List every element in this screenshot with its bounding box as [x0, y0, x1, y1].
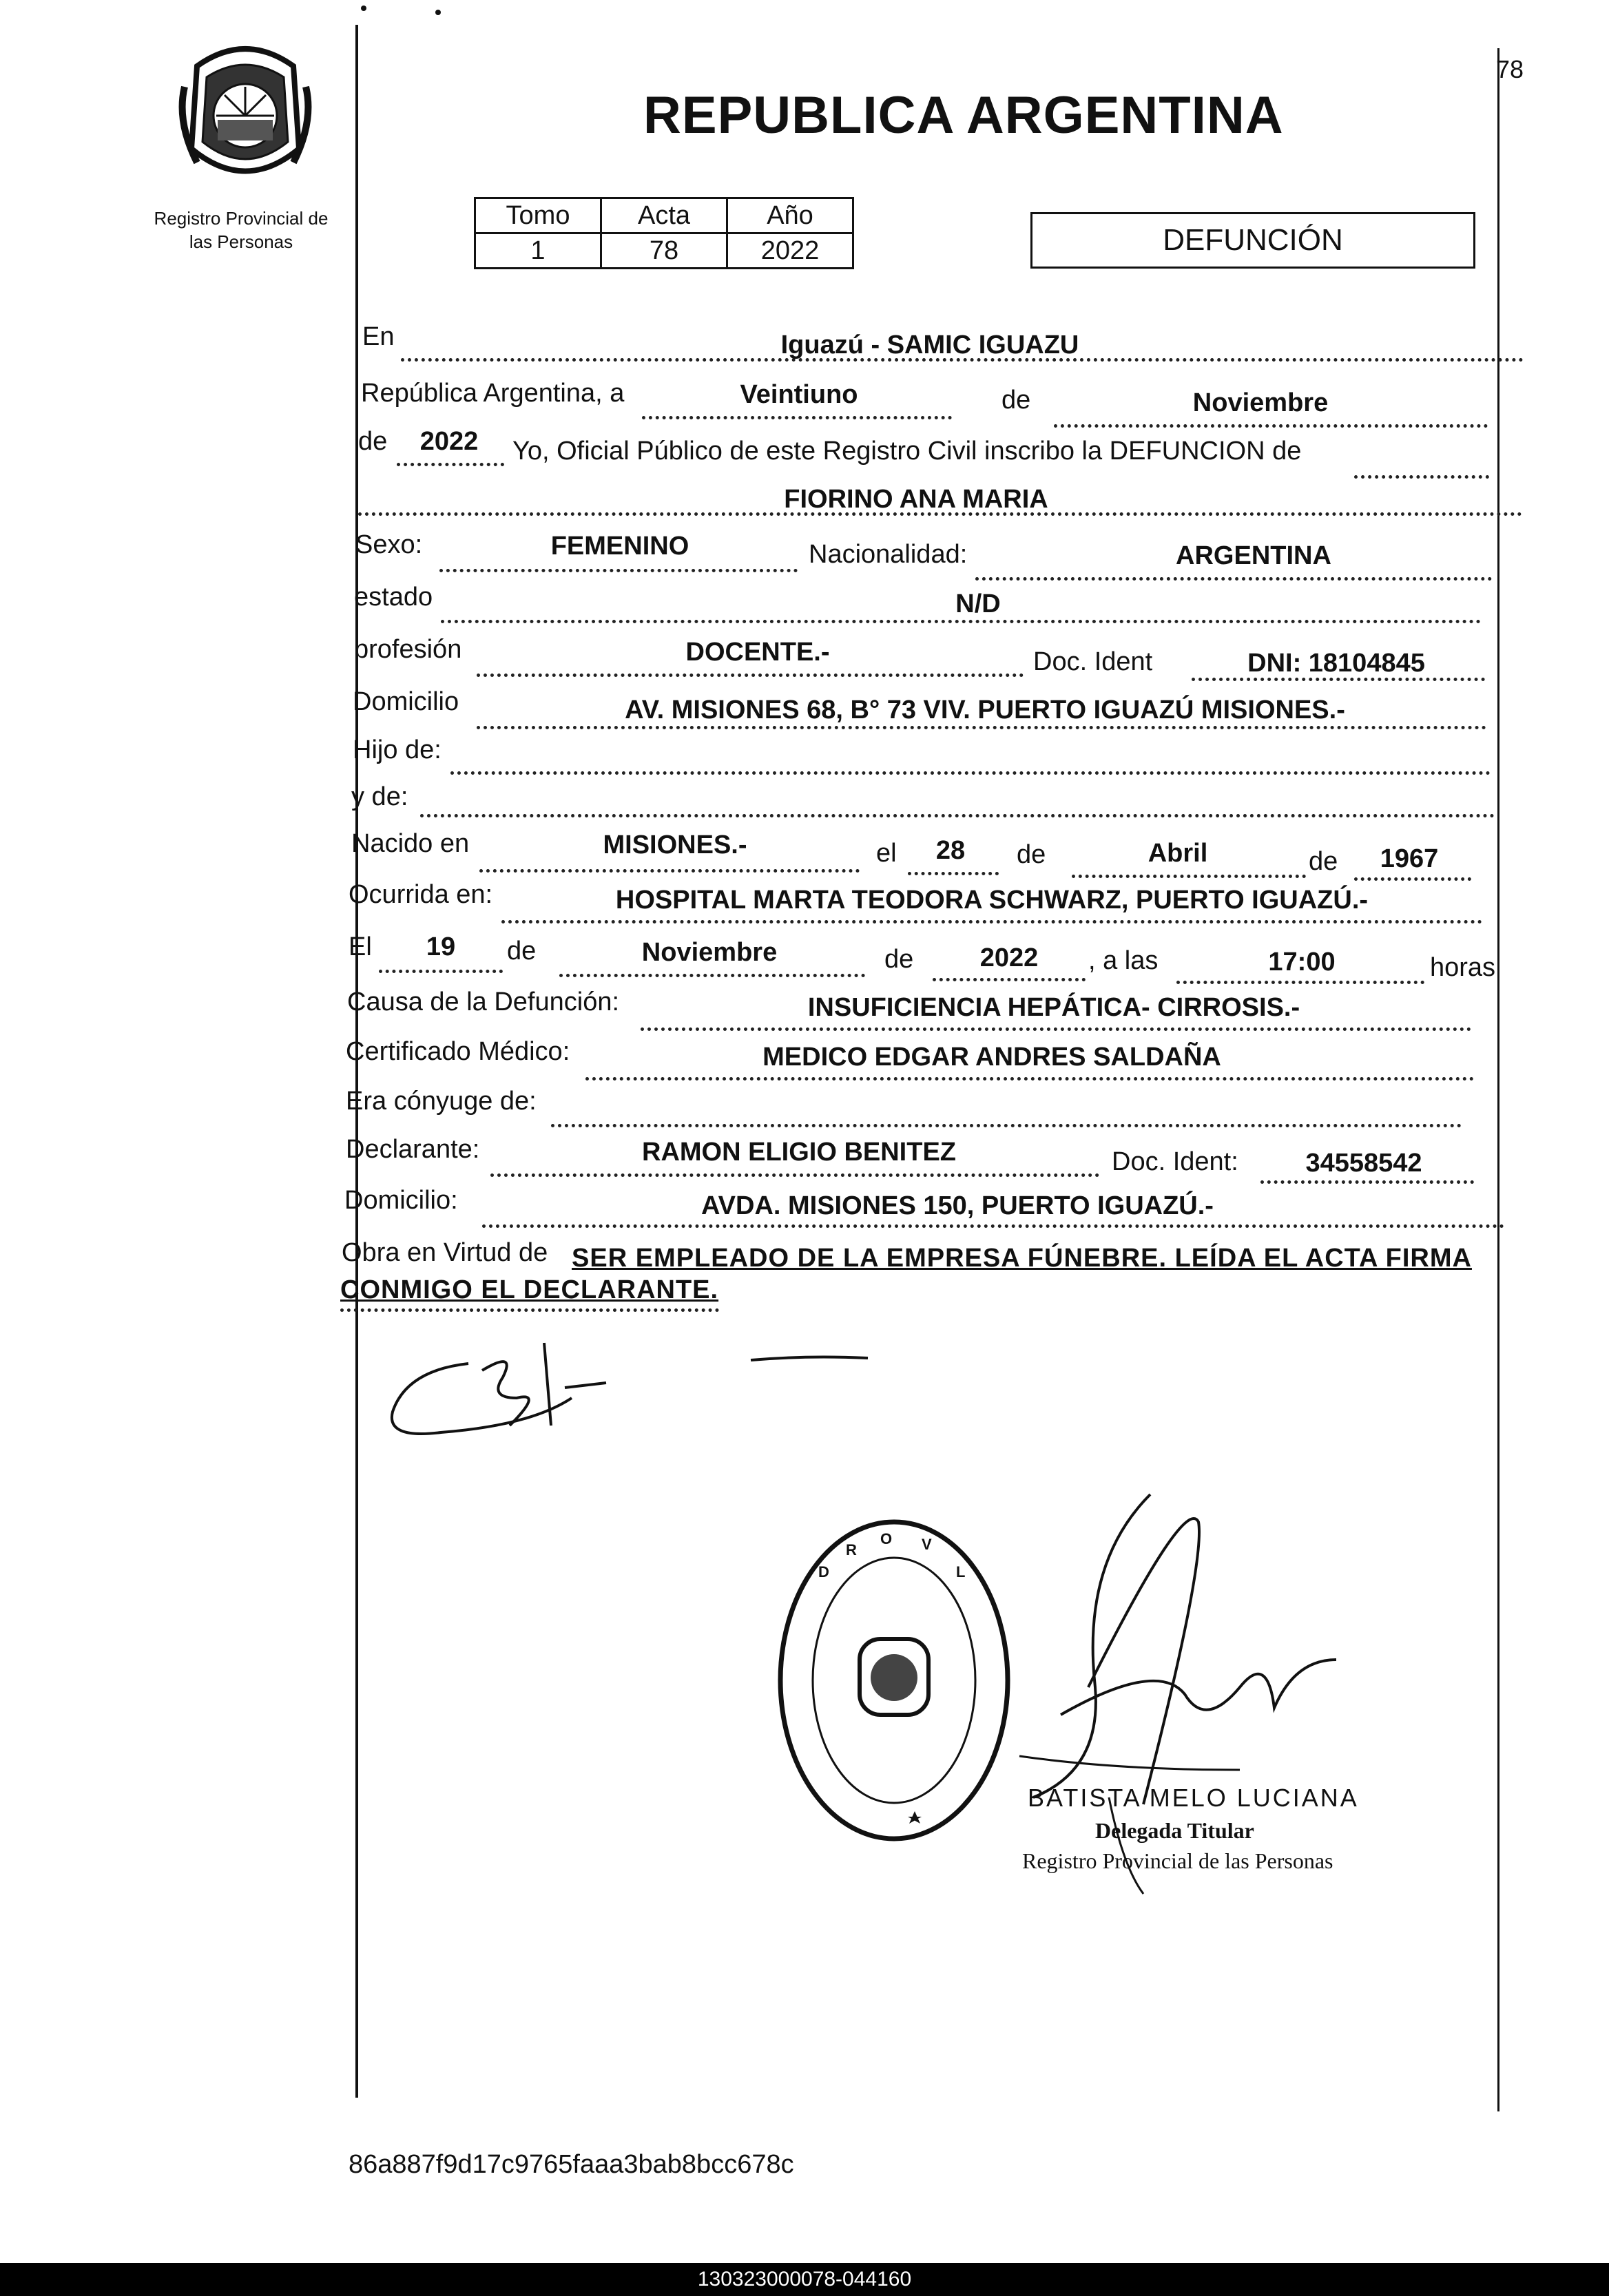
document-hash: 86a887f9d17c9765faaa3bab8bcc678c [349, 2150, 794, 2179]
dotted-line [1072, 875, 1306, 878]
svg-text:L: L [956, 1563, 966, 1580]
dotted-line [477, 674, 1024, 677]
dotted-line [501, 920, 1482, 923]
registry-name-line2: las Personas [189, 231, 293, 252]
dotted-line [397, 463, 504, 466]
label-el: el [876, 839, 897, 868]
dotted-line [1354, 877, 1471, 881]
label-conyuge: Era cónyuge de: [346, 1087, 537, 1116]
causa-value: INSUFICIENCIA HEPÁTICA- CIRROSIS.- [807, 993, 1300, 1022]
label-a-las: , a las [1088, 946, 1159, 975]
document-type: DEFUNCIÓN [1163, 223, 1343, 257]
label-domicilio: Domicilio [353, 687, 459, 716]
deceased-name: FIORINO ANA MARIA [784, 485, 1048, 514]
declarant-signature [379, 1322, 902, 1453]
dotted-line [441, 620, 1481, 623]
officer-organization: Registro Provincial de las Personas [1022, 1848, 1333, 1873]
document-title: REPUBLICA ARGENTINA [643, 86, 1284, 145]
label-ocurrida-en: Ocurrida en: [349, 880, 493, 909]
dotted-line [642, 416, 952, 419]
label-nacionalidad: Nacionalidad: [809, 540, 968, 569]
dotted-line [479, 869, 860, 873]
label-de: de [507, 937, 537, 966]
record-table [474, 197, 854, 269]
obra-value-line2: CONMIGO EL DECLARANTE. [340, 1275, 719, 1304]
place-value: Iguazú - SAMIC IGUAZU [780, 331, 1079, 359]
label-de: de [358, 427, 388, 456]
officer-signature-graphic [978, 1481, 1391, 1908]
birth-year-value: 1967 [1380, 844, 1439, 873]
barcode-bar [0, 2263, 1609, 2296]
domicilio-declarante-value: AVDA. MISIONES 150, PUERTO IGUAZÚ.- [701, 1191, 1214, 1220]
death-month-value: Noviembre [641, 938, 778, 967]
dotted-line [420, 814, 1495, 817]
label-horas: horas [1430, 953, 1496, 982]
dni-value: DNI: 18104845 [1247, 649, 1425, 678]
dotted-line [559, 974, 865, 977]
province-seal-graphic [176, 39, 314, 190]
death-day-value: 19 [426, 932, 456, 961]
record-value-acta: 78 [601, 233, 727, 269]
dotted-line [908, 872, 999, 875]
dotted-line [551, 1124, 1462, 1127]
label-el-cap: El [349, 932, 372, 961]
day-in-words: Veintiuno [740, 380, 858, 409]
record-value-ano: 2022 [727, 233, 853, 269]
month-value: Noviembre [1192, 388, 1329, 417]
label-declarante: Declarante: [346, 1135, 480, 1164]
declarante-doc-value: 34558542 [1305, 1149, 1422, 1178]
nacido-en-value: MISIONES.- [603, 831, 747, 859]
speck [361, 6, 366, 11]
dotted-line [975, 577, 1492, 581]
nacionalidad-value: ARGENTINA [1176, 541, 1331, 570]
svg-text:D: D [818, 1563, 829, 1580]
province-seal [176, 39, 314, 190]
label-de: de [1309, 847, 1338, 876]
label-certificado: Certificado Médico: [346, 1037, 570, 1066]
record-value-tomo: 1 [475, 233, 601, 269]
dotted-line [1354, 475, 1489, 479]
record-table-value-row [475, 233, 853, 269]
declarante-value: RAMON ELIGIO BENITEZ [642, 1138, 956, 1167]
svg-text:O: O [880, 1530, 893, 1547]
label-doc-ident-declarante: Doc. Ident: [1112, 1147, 1238, 1176]
estado-value: N/D [955, 589, 1001, 618]
dotted-line [585, 1077, 1474, 1081]
label-profesion: profesión [354, 635, 462, 664]
domicilio-value: AV. MISIONES 68, B° 73 VIV. PUERTO IGUAZÚ MISIONES.- [625, 696, 1345, 724]
label-estado: estado [354, 583, 433, 612]
label-domicilio-declarante: Domicilio: [344, 1186, 458, 1215]
svg-text:R: R [846, 1541, 857, 1558]
record-label-tomo: Tomo [475, 198, 601, 233]
label-nacido-en: Nacido en [351, 829, 470, 858]
dotted-line [340, 1308, 719, 1312]
dotted-line [439, 569, 798, 572]
label-causa: Causa de la Defunción: [347, 988, 620, 1016]
record-label-acta: Acta [601, 198, 727, 233]
record-label-ano: Año [727, 198, 853, 233]
officer-title: Delegada Titular [1095, 1818, 1254, 1843]
statement-text: Yo, Oficial Público de este Registro Civil inscribo la DEFUNCION de [512, 437, 1302, 466]
birth-month-value: Abril [1148, 839, 1208, 868]
dotted-line [1260, 1180, 1474, 1184]
label-de: de [1017, 840, 1046, 869]
record-table-header-row [475, 198, 853, 233]
label-en: En [362, 322, 395, 351]
label-republica: República Argentina, a [361, 379, 625, 408]
ocurrida-en-value: HOSPITAL MARTA TEODORA SCHWARZ, PUERTO IGUAZÚ.- [615, 886, 1369, 915]
dotted-line [1054, 424, 1488, 428]
dotted-line [379, 970, 503, 973]
label-de: de [884, 945, 914, 974]
certificado-value: MEDICO EDGAR ANDRES SALDAÑA [762, 1043, 1221, 1072]
dotted-line [450, 771, 1491, 775]
birth-day-value: 28 [935, 836, 966, 865]
officer-name: BATISTA MELO LUCIANA [1028, 1784, 1359, 1812]
dotted-line [477, 726, 1486, 729]
label-hijo-de: Hijo de: [353, 735, 442, 764]
svg-text:V: V [922, 1536, 932, 1553]
dotted-line [490, 1173, 1099, 1177]
death-year-value: 2022 [979, 943, 1039, 972]
label-obra: Obra en Virtud de [342, 1238, 548, 1267]
sexo-value: FEMENINO [550, 532, 689, 561]
dotted-line [482, 1224, 1504, 1228]
barcode-text: 130323000078-044160 [697, 2268, 912, 2290]
profesion-value: DOCENTE.- [685, 638, 830, 667]
document-type-box [1030, 212, 1475, 269]
dotted-line [1176, 981, 1424, 984]
dotted-line [641, 1027, 1471, 1031]
death-time-value: 17:00 [1268, 948, 1336, 977]
registry-name-line1: Registro Provincial de [154, 208, 329, 229]
declarant-signature-graphic [379, 1322, 902, 1453]
year-value: 2022 [419, 427, 479, 456]
label-de: de [1001, 386, 1031, 415]
obra-value-line1: SER EMPLEADO DE LA EMPRESA FÚNEBRE. LEÍDA EL ACTA FIRMA [572, 1244, 1472, 1273]
label-y-de: y de: [351, 782, 408, 811]
page-number: 78 [1496, 55, 1524, 83]
officer-signature [978, 1481, 1391, 1908]
dotted-line [933, 978, 1086, 981]
label-doc-ident: Doc. Ident [1033, 647, 1153, 676]
speck [435, 10, 441, 15]
label-sexo: Sexo: [355, 530, 423, 559]
